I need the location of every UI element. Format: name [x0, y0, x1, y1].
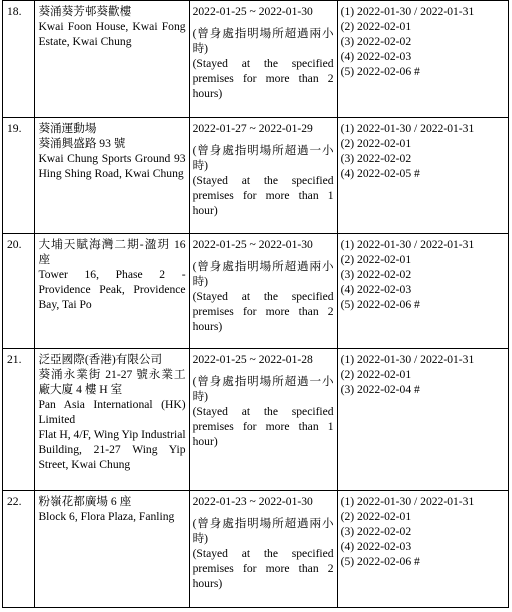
stay-period-range: 2022-01-27 ~ 2022-01-29 [192, 122, 313, 135]
test-date-item: (4) 2022-02-03 [340, 283, 412, 296]
stay-note-english: (Stayed at the specified premises for more than 2 hours) [192, 290, 334, 333]
test-date-item: (5) 2022-02-06 # [340, 65, 420, 78]
test-date-item: (2) 2022-02-01 [340, 510, 412, 523]
spacer [193, 252, 334, 259]
test-date-item: (3) 2022-02-02 [340, 525, 412, 538]
test-date-item: (3) 2022-02-04 # [340, 383, 420, 396]
table-body [3, 1, 509, 608]
premises-address-line: 大埔天賦海灣二期-溋玥 16 座 [38, 238, 186, 266]
premises-address-line: Kwai Chung Sports Ground 93 Hing Shing Road, Kwai Chung [38, 152, 186, 180]
premises-address-line: Pan Asia International (HK) Limited [38, 398, 186, 426]
stay-period-range: 2022-01-25 ~ 2022-01-30 [192, 5, 313, 18]
stay-period-cell [189, 491, 337, 608]
premises-address-line: Tower 16, Phase 2 - Providence Peak, Providence Bay, Tai Po [38, 268, 186, 311]
premises-cell [35, 491, 189, 608]
stay-note-chinese: (曾身處指明場所超過兩小時) [192, 260, 334, 288]
premises-cell [35, 1, 189, 118]
stay-period-range: 2022-01-25 ~ 2022-01-28 [192, 353, 313, 366]
test-dates-cell [337, 1, 508, 118]
row-number: 21. [3, 349, 35, 491]
table-row [3, 234, 509, 349]
row-number: 19. [3, 118, 35, 234]
test-dates-cell [337, 349, 508, 491]
stay-note-chinese: (曾身處指明場所超過兩小時) [192, 27, 334, 55]
table-row [3, 349, 509, 491]
premises-address-line: Flat H, 4/F, Wing Yip Industrial Building, 21-27 Wing Yip Street, Kwai Chung [38, 428, 186, 471]
row-number: 20. [3, 234, 35, 349]
table-row [3, 1, 509, 118]
premises-cell [35, 349, 189, 491]
stay-period-range: 2022-01-23 ~ 2022-01-30 [192, 495, 313, 508]
stay-period-cell [189, 118, 337, 234]
stay-note-chinese: (曾身處指明場所超過一小時) [192, 375, 334, 403]
premises-address-line: Block 6, Flora Plaza, Fanling [38, 510, 175, 523]
spacer [193, 367, 334, 374]
test-date-item: (3) 2022-02-02 [340, 268, 412, 281]
stay-period-cell [189, 234, 337, 349]
stay-note-english: (Stayed at the specified premises for more than 1 hour) [192, 174, 334, 217]
test-dates-cell [337, 491, 508, 608]
test-date-item: (3) 2022-02-02 [340, 152, 412, 165]
test-date-item: (5) 2022-02-06 # [340, 298, 420, 311]
stay-period-cell [189, 349, 337, 491]
spacer [193, 509, 334, 516]
table-row [3, 118, 509, 234]
test-date-item: (2) 2022-02-01 [340, 368, 412, 381]
test-date-item: (4) 2022-02-03 [340, 540, 412, 553]
premises-address-line: 葵涌興盛路 93 號 [38, 137, 126, 150]
premises-address-line: 粉嶺花都廣場 6 座 [38, 495, 132, 508]
row-number: 22. [3, 491, 35, 608]
stay-note-chinese: (曾身處指明場所超過一小時) [192, 144, 334, 172]
test-date-item: (2) 2022-02-01 [340, 253, 412, 266]
test-date-item: (3) 2022-02-02 [340, 35, 412, 48]
premises-address-line: 葵涌葵芳邨葵歡樓 [38, 5, 132, 18]
test-date-item: (1) 2022-01-30 / 2022-01-31 [340, 495, 475, 508]
spacer [193, 19, 334, 26]
stay-period-cell [189, 1, 337, 118]
test-date-item: (1) 2022-01-30 / 2022-01-31 [340, 238, 475, 251]
stay-note-chinese: (曾身處指明場所超過兩小時) [192, 517, 334, 545]
test-dates-cell [337, 234, 508, 349]
stay-period-range: 2022-01-25 ~ 2022-01-30 [192, 238, 313, 251]
stay-note-english: (Stayed at the specified premises for more than 1 hour) [192, 405, 334, 448]
test-date-item: (1) 2022-01-30 / 2022-01-31 [340, 353, 475, 366]
premises-cell [35, 234, 189, 349]
specified-premises-table [2, 0, 509, 608]
test-date-item: (4) 2022-02-03 [340, 50, 412, 63]
test-date-item: (4) 2022-02-05 # [340, 167, 420, 180]
test-date-item: (5) 2022-02-06 # [340, 555, 420, 568]
stay-note-english: (Stayed at the specified premises for more than 2 hours) [192, 57, 334, 100]
premises-address-line: Kwai Foon House, Kwai Fong Estate, Kwai Chung [38, 20, 186, 48]
premises-table-page [2, 0, 509, 608]
table-row [3, 491, 509, 608]
premises-address-line: 泛亞國際(香港)有限公司 [38, 353, 163, 366]
premises-address-line: 葵涌永業街 21-27 號永業工廠大廈 4 樓 H 室 [38, 368, 186, 396]
row-number: 18. [3, 1, 35, 118]
test-date-item: (2) 2022-02-01 [340, 20, 412, 33]
premises-cell [35, 118, 189, 234]
stay-note-english: (Stayed at the specified premises for more than 2 hours) [192, 547, 334, 590]
spacer [193, 136, 334, 143]
test-dates-cell [337, 118, 508, 234]
test-date-item: (2) 2022-02-01 [340, 137, 412, 150]
premises-address-line: 葵涌運動場 [38, 122, 97, 135]
test-date-item: (1) 2022-01-30 / 2022-01-31 [340, 5, 475, 18]
test-date-item: (1) 2022-01-30 / 2022-01-31 [340, 122, 475, 135]
